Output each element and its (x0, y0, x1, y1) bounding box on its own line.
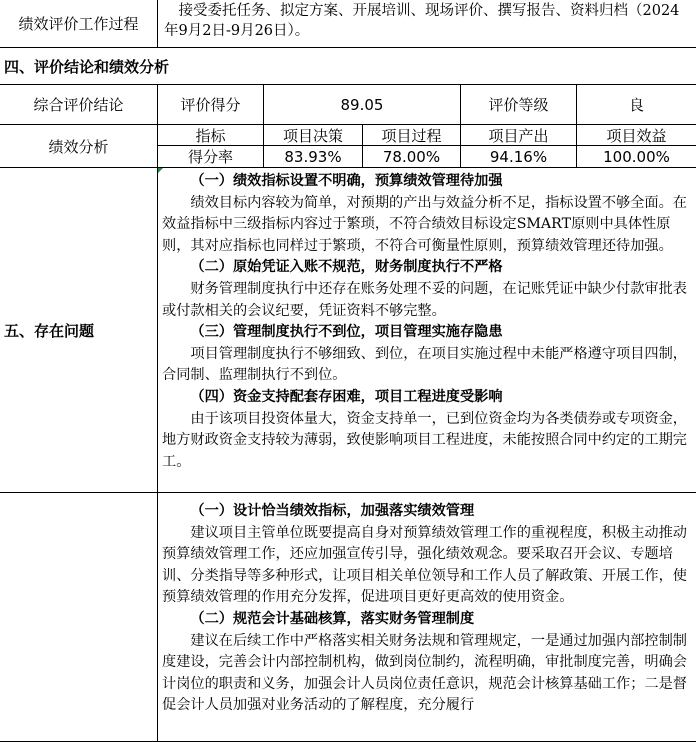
section6-label-cell (0, 492, 158, 742)
rate-value: 83.93% (284, 147, 342, 166)
suggestion-heading: （一）设计恰当绩效指标，加强落实绩效管理 (190, 503, 475, 519)
section5-label-cell (0, 167, 158, 493)
problem-paragraph: 绩效目标内容较为简单，对预期的产出与效益分析不足，指标设置不够全面。在效益指标中三级指标内容过于繁琐，不符合绩效目标设定SMART原则中具体性原则，其对应指标也同样过于繁琐，不符合可衡量性原则，预算绩效管理还待加强。 (162, 194, 687, 254)
score-rate-label: 得分率 (187, 148, 233, 166)
score-rate-label-cell (157, 145, 264, 168)
rate-benefit-cell (576, 145, 696, 168)
performance-label: 绩效分析 (48, 137, 109, 156)
problem-heading: （二）原始凭证入账不规范，财务制度执行不严格 (190, 259, 503, 276)
problem-paragraph: 项目管理制度执行不够细致、到位，在项目实施过程中未能严格遵守项目四制，合同制、监理制执行不到位。 (162, 345, 687, 384)
indicator-col-process (362, 124, 461, 146)
suggestion-heading: （二）规范会计基础核算，落实财务管理制度 (190, 610, 475, 627)
score-value-cell (263, 84, 461, 125)
problem-paragraph: 由于该项目投资体量大，资金支持单一，已到位资金均为各类债券或专项资金，地方财政资金支持较为薄弱，致使影响项目工程进度，未能按照合同中约定的工期完工。 (162, 410, 687, 470)
section5-content-cell (157, 167, 696, 493)
section5-title: 五、存在问题 (4, 321, 95, 340)
indicator-col-label: 项目产出 (488, 126, 549, 145)
suggestion-paragraph: 建议在后续工作中严格落实相关财务法规和管理规定，一是通过加强内部控制制度建设，完善会计内部控制机构，做到岗位制约，流程明确，审批制度完善，明确会计岗位的职责和义务，加强会计人员岗位责任意识，规范会计核算基础工作；二是督促会计人员加强对业务活动的了解程度，充分履行 (162, 632, 687, 714)
summary-label-cell (0, 84, 158, 125)
process-text: 接受委托任务、拟定方案、开展培训、现场评价、撰写报告、资料归档（2024年9月2日-9月26日）。 (164, 3, 680, 39)
grade-value-cell (576, 84, 696, 125)
grade-label-cell (460, 84, 577, 125)
rate-decision-cell (263, 145, 363, 168)
section4-heading-cell (0, 47, 696, 85)
process-label-cell (0, 0, 158, 48)
rate-output-cell (460, 145, 577, 168)
indicator-col-decision (263, 124, 363, 146)
rate-value: 78.00% (382, 147, 441, 166)
indicator-col-label: 项目效益 (606, 126, 667, 145)
rate-process-cell (362, 145, 461, 168)
grade-label: 评价等级 (488, 96, 549, 114)
performance-label-cell (0, 124, 158, 168)
indicator-col-benefit (576, 124, 696, 146)
cell-comment-marker (158, 168, 163, 173)
rate-value: 100.00% (603, 147, 670, 166)
process-text-cell (157, 0, 696, 48)
indicator-col-label: 项目决策 (282, 126, 343, 145)
suggestion-paragraph: 建议项目主管单位既要提高自身对预算绩效管理工作的重视程度，积极主动推动预算绩效管理工作，还应加强宣传引导，强化绩效观念。要采取召开会议、专题培训、分类指导等多种形式，让项目相关单位领导和工作人员了解政策、开展工作，使预算绩效管理的作用充分发挥，促进项目更好更高效的使用资金。 (162, 524, 687, 606)
score-label-cell (157, 84, 264, 125)
grade-value: 良 (628, 96, 644, 114)
section6-content-cell (157, 492, 696, 742)
problem-heading: （一）绩效指标设置不明确，预算绩效管理待加强 (190, 173, 503, 189)
process-label: 绩效评价工作过程 (18, 14, 139, 33)
problem-heading: （三）管理制度执行不到位，项目管理实施存隐患 (190, 324, 503, 341)
indicator-col-output (460, 124, 577, 146)
problem-paragraph: 财务管理制度执行中还存在账务处理不妥的问题，在记账凭证中缺少付款审批表或付款相关的会议纪要，凭证资料不够完整。 (162, 280, 687, 319)
indicator-label: 指标 (195, 126, 226, 145)
indicator-label-cell (157, 124, 264, 146)
indicator-col-label: 项目过程 (381, 126, 442, 145)
summary-label: 综合评价结论 (33, 96, 124, 114)
score-value: 89.05 (340, 95, 384, 114)
problem-heading: （四）资金支持配套存困难，项目工程进度受影响 (190, 388, 503, 405)
section4-title: 四、评价结论和绩效分析 (4, 57, 170, 76)
rate-value: 94.16% (489, 147, 548, 166)
score-label: 评价得分 (180, 96, 241, 114)
